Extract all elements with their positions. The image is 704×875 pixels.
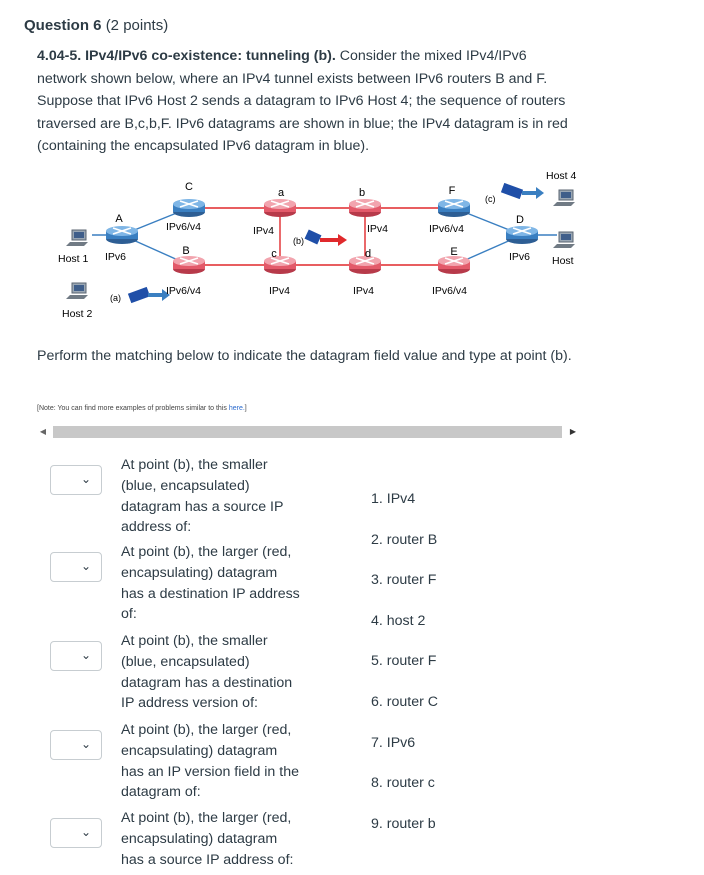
match-select-4[interactable]: [50, 730, 102, 760]
note: [37, 405, 247, 412]
choice-item: 5. router F: [371, 653, 437, 669]
label-F: F: [448, 185, 456, 197]
scrollbar-thumb[interactable]: [53, 426, 562, 438]
label-C: C: [185, 181, 193, 193]
question-line: (containing the encapsulated IPv6 datagram in blue).: [37, 138, 370, 154]
router-c-lower: [264, 256, 296, 274]
choice-item: 4. host 2: [371, 613, 426, 629]
label-ipv6v4-B: IPv6/v4: [166, 285, 202, 297]
label-A: A: [115, 213, 123, 225]
label-a: a: [277, 187, 285, 199]
statement-3: At point (b), the smaller (blue, encapsulated) datagram has a destination IP address version of:: [121, 633, 293, 712]
label-d: d: [364, 248, 372, 260]
triangle-left-icon[interactable]: ◀: [39, 427, 47, 436]
chevron-down-icon: ⌄: [80, 825, 91, 839]
router-b-upper: [173, 256, 205, 274]
label-ipv4-a: IPv4: [253, 225, 275, 237]
label-b: b: [358, 187, 366, 199]
tunnel-links: [189, 208, 454, 265]
label-host4: Host 4: [546, 170, 577, 182]
question-label: Question 6: [24, 17, 102, 34]
statement-2: At point (b), the larger (red, encapsulating) datagram has a destination IP address of:: [121, 544, 300, 623]
network-diagram: [52, 168, 592, 328]
question-title: 4.04-5. IPv4/IPv6 co-existence: tunneling (b).: [37, 48, 336, 64]
chevron-down-icon: ⌄: [80, 559, 91, 573]
question-line: network shown below, where an IPv4 tunnel exists between IPv6 routers B and F.: [37, 70, 548, 87]
choice-item: 2. router B: [371, 532, 438, 548]
choice-item: 1. IPv4: [371, 491, 416, 507]
triangle-right-icon[interactable]: ▶: [569, 427, 577, 436]
match-select-5[interactable]: [50, 818, 102, 848]
host4-computer-icon: [553, 190, 575, 206]
label-ipv6v4-C: IPv6/v4: [166, 221, 202, 233]
note-link[interactable]: here.: [228, 405, 245, 412]
choice-item: 8. router c: [371, 775, 435, 791]
datagram-arrow-b: [305, 230, 347, 246]
match-select-1[interactable]: [50, 465, 102, 495]
label-ipv6v4-F: IPv6/v4: [429, 223, 465, 235]
label-host1: Host 1: [58, 253, 89, 265]
label-c: c: [271, 248, 277, 260]
note-text: [Note: You can find more examples of problems similar to this: [37, 405, 229, 412]
match-select-2[interactable]: [50, 552, 102, 582]
label-ipv4-b: IPv4: [367, 223, 389, 235]
label-point-a: (a): [110, 293, 121, 303]
choice-item: 6. router C: [371, 694, 439, 710]
datagram-arrow-a: [128, 287, 170, 303]
label-host2: Host 2: [62, 308, 93, 320]
label-host-right: Host: [552, 255, 574, 267]
host1-computer-icon: [66, 230, 88, 246]
label-point-c: (c): [485, 194, 496, 204]
horizontal-scrollbar[interactable]: [37, 425, 582, 439]
choice-item: 3. router F: [371, 572, 437, 588]
label-B: B: [182, 245, 190, 257]
router-b-lower: [349, 199, 381, 217]
chevron-down-icon: ⌄: [80, 737, 91, 751]
label-D: D: [516, 214, 524, 226]
question-text: [37, 45, 582, 158]
match-select-3[interactable]: [50, 641, 102, 671]
router-e-upper: [438, 256, 470, 274]
router-d-upper: [506, 226, 538, 244]
router-c-upper: [173, 199, 205, 217]
statement-1: At point (b), the smaller (blue, encapsulated) datagram has a source IP address of:: [121, 457, 284, 536]
question-header: [24, 17, 168, 34]
choice-item: 9. router b: [371, 816, 436, 832]
datagram-arrow-c: [501, 183, 544, 199]
label-ipv4-c: IPv4: [269, 285, 291, 297]
router-a-lower: [264, 199, 296, 217]
label-E: E: [450, 246, 458, 258]
statement-5: At point (b), the larger (red, encapsulating) datagram has a source IP address of:: [121, 810, 294, 868]
question-title-rest: Consider the mixed IPv4/IPv6: [335, 48, 527, 64]
label-ipv6v4-E: IPv6/v4: [432, 285, 468, 297]
router-f-upper: [438, 199, 470, 217]
statement-4: At point (b), the larger (red, encapsulating) datagram has an IP version field in the datagram of:: [121, 722, 299, 801]
question-line: Suppose that IPv6 Host 2 sends a datagram to IPv6 Host 4; the sequence of routers: [37, 93, 566, 109]
matching-prompt: Perform the matching below to indicate the datagram field value and type at point (b).: [37, 348, 572, 364]
label-point-b: (b): [293, 236, 304, 246]
router-a-upper: [106, 226, 138, 244]
choice-item: 7. IPv6: [371, 735, 416, 751]
chevron-down-icon: ⌄: [80, 472, 91, 486]
label-ipv4-d: IPv4: [353, 285, 375, 297]
question-points: (2 points): [105, 17, 169, 34]
label-ipv6-A: IPv6: [105, 251, 127, 263]
chevron-down-icon: ⌄: [80, 648, 91, 662]
ipv6-links: [92, 208, 557, 265]
label-ipv6-D: IPv6: [509, 251, 531, 263]
note-end: ]: [244, 405, 247, 412]
question-line: traversed are B,c,b,F. IPv6 datagrams are shown in blue; the IPv4 datagram is in red: [37, 115, 568, 132]
host2-computer-icon: [66, 283, 88, 299]
